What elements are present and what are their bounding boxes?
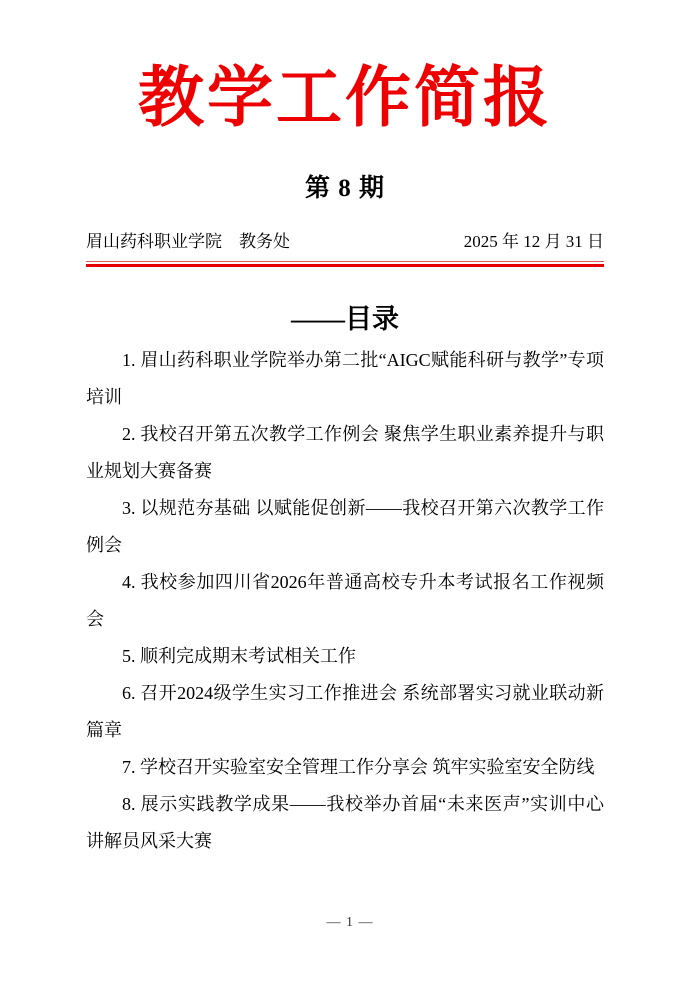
toc-item: 4. 我校参加四川省2026年普通高校专升本考试报名工作视频会 [86, 571, 604, 629]
issue-number: 第 8 期 [304, 174, 385, 202]
issuing-organization: 眉山药科职业学院 教务处 [86, 231, 290, 251]
toc-item: 3. 以规范夯基础 以赋能促创新——我校召开第六次教学工作例会 [86, 497, 604, 555]
toc-item: 1. 眉山药科职业学院举办第二批“AIGC赋能科研与教学”专项培训 [86, 349, 604, 407]
toc-item: 5. 顺利完成期末考试相关工作 [122, 645, 356, 666]
red-divider-rule [86, 261, 604, 267]
masthead [86, 232, 604, 258]
toc-heading: ——目录 [291, 304, 399, 335]
toc-list [86, 342, 604, 860]
bulletin-title: 教学工作简报 [138, 62, 552, 135]
toc-item: 2. 我校召开第五次教学工作例会 聚焦学生职业素养提升与职业规划大赛备赛 [86, 423, 604, 481]
page-number: — 1 — [326, 915, 374, 930]
toc-item: 8. 展示实践教学成果——我校举办首届“未来医声”实训中心讲解员风采大赛 [86, 793, 604, 851]
toc-item: 7. 学校召开实验室安全管理工作分享会 筑牢实验室安全防线 [122, 756, 595, 777]
issue-date: 2025 年 12 月 31 日 [463, 231, 604, 251]
toc-item: 6. 召开2024级学生实习工作推进会 系统部署实习就业联动新篇章 [86, 682, 604, 740]
